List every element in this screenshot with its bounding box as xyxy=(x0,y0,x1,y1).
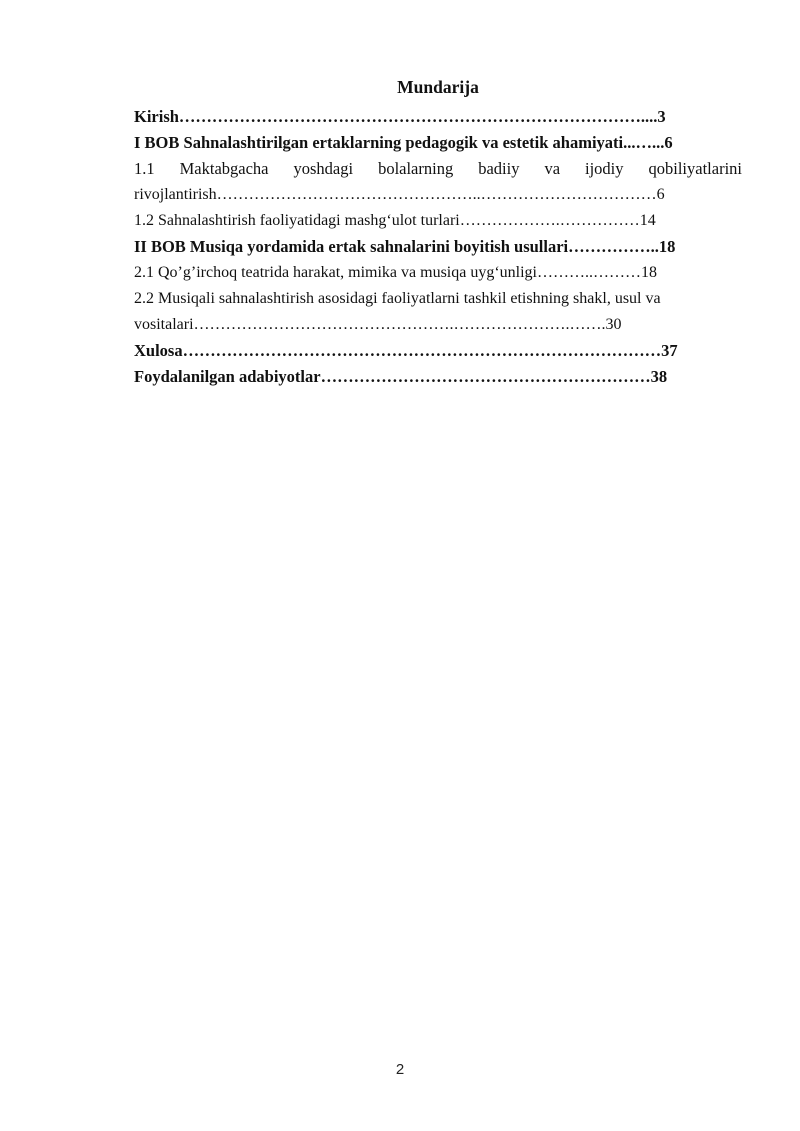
toc-entry-2-2-line-1: 2.2 Musiqali sahnalashtirish asosidagi faoliyatlarni tashkil etishning shakl, usul va xyxy=(134,290,661,307)
toc-entry-introduction: Kirish…………………………………………………………………………....3 xyxy=(134,107,666,126)
toc-entry-2-2-line-2: vositalari………………………………………….………………….…….30 xyxy=(134,316,622,333)
toc-entry-references: Foydalanilgan adabiyotlar……………………………………………………38 xyxy=(134,367,668,386)
toc-entry-1-1-line-1: 1.1 Maktabgacha yoshdagi bolalarning badiiy va ijodiy qobiliyatlarini xyxy=(134,159,742,178)
toc-entry-2-1: 2.1 Qo’g’irchoq teatrida harakat, mimika va musiqa uyg‘unligi………..………18 xyxy=(134,264,657,281)
table-of-contents xyxy=(134,74,742,390)
toc-entry-chapter-1: I BOB Sahnalashtirilgan ertaklarning pedagogik va estetik ahamiyati...…...6 xyxy=(134,133,673,152)
page-number: 2 xyxy=(395,1061,405,1078)
toc-entry-chapter-2: II BOB Musiqa yordamida ertak sahnalarini boyitish usullari……………..18 xyxy=(134,237,676,256)
toc-entry-1-2: 1.2 Sahnalashtirish faoliyatidagi mashg‘ulot turlari……………….……………14 xyxy=(134,212,656,229)
toc-entry-conclusion: Xulosa……………………………………………………………………………37 xyxy=(134,341,678,360)
toc-entry-1-1-line-2: rivojlantirish…………………………………………..……………………………6 xyxy=(134,186,665,203)
toc-title: Mundarija xyxy=(397,77,479,97)
